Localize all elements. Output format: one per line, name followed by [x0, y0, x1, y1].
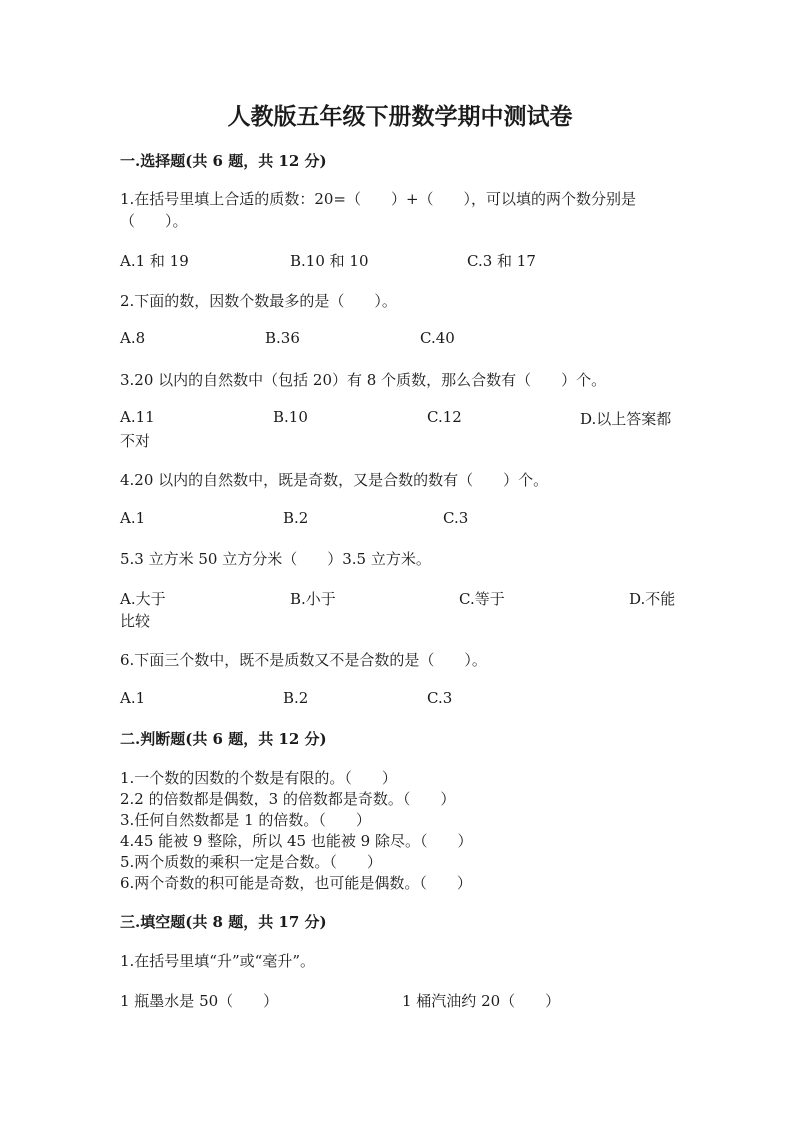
q3-option-b: B.10 [273, 408, 308, 426]
tf-item-4: 4.45 能被 9 整除，所以 45 也能被 9 除尽。（ ） [120, 832, 473, 850]
q2-option-b: B.36 [265, 329, 300, 347]
page-title: 人教版五年级下册数学期中测试卷 [227, 103, 573, 130]
q2-option-a: A.8 [120, 329, 146, 347]
question-2-text: 2.下面的数，因数个数最多的是（ ）。 [120, 292, 397, 310]
tf-item-2: 2.2 的倍数都是偶数，3 的倍数都是奇数。（ ） [120, 790, 456, 808]
question-4-text: 4.20 以内的自然数中，既是奇数，又是合数的数有（ ）个。 [120, 471, 549, 489]
question-1-text: 1.在括号里填上合适的质数：20=（ ）+（ ），可以填的两个数分别是 [120, 190, 637, 208]
q1-option-b: B.10 和 10 [290, 252, 369, 270]
fill-question-1-text: 1.在括号里填“升”或“毫升”。 [120, 952, 315, 970]
question-5-text: 5.3 立方米 50 立方分米（ ）3.5 立方米。 [120, 550, 431, 568]
q5-option-d-wrap: 比较 [120, 612, 151, 630]
q4-option-a: A.1 [120, 509, 146, 527]
tf-item-6: 6.两个奇数的积可能是奇数，也可能是偶数。（ ） [120, 874, 472, 892]
q2-option-c: C.40 [420, 329, 455, 347]
q1-option-c: C.3 和 17 [467, 252, 536, 270]
q1-option-a: A.1 和 19 [120, 252, 189, 270]
q5-option-c: C.等于 [459, 590, 505, 608]
q6-option-b: B.2 [283, 689, 309, 707]
q5-option-a: A.大于 [120, 590, 166, 608]
question-3-text: 3.20 以内的自然数中（包括 20）有 8 个质数，那么合数有（ ）个。 [120, 371, 607, 389]
q3-option-d-wrap: 不对 [120, 432, 151, 450]
q6-option-c: C.3 [427, 689, 453, 707]
fill-blank-1: 1 瓶墨水是 50（ ） [120, 992, 279, 1010]
q4-option-c: C.3 [443, 509, 469, 527]
q6-option-a: A.1 [120, 689, 146, 707]
q3-option-a: A.11 [120, 408, 155, 426]
question-1-text-cont: （ ）。 [120, 212, 188, 230]
q3-option-c: C.12 [427, 408, 462, 426]
section-heading-true-false: 二.判断题(共 6 题，共 12 分) [120, 730, 327, 748]
section-heading-choice: 一.选择题(共 6 题，共 12 分) [120, 152, 327, 170]
q3-option-d: D.以上答案都 [580, 410, 672, 428]
section-heading-fill-blank: 三.填空题(共 8 题，共 17 分) [120, 913, 327, 931]
tf-item-1: 1.一个数的因数的个数是有限的。（ ） [120, 769, 397, 787]
q5-option-b: B.小于 [290, 590, 336, 608]
question-6-text: 6.下面三个数中，既不是质数又不是合数的是（ ）。 [120, 651, 487, 669]
q4-option-b: B.2 [283, 509, 309, 527]
q5-option-d: D.不能 [629, 590, 676, 608]
tf-item-3: 3.任何自然数都是 1 的倍数。（ ） [120, 811, 371, 829]
tf-item-5: 5.两个质数的乘积一定是合数。（ ） [120, 853, 382, 871]
fill-blank-2: 1 桶汽油约 20（ ） [402, 992, 561, 1010]
